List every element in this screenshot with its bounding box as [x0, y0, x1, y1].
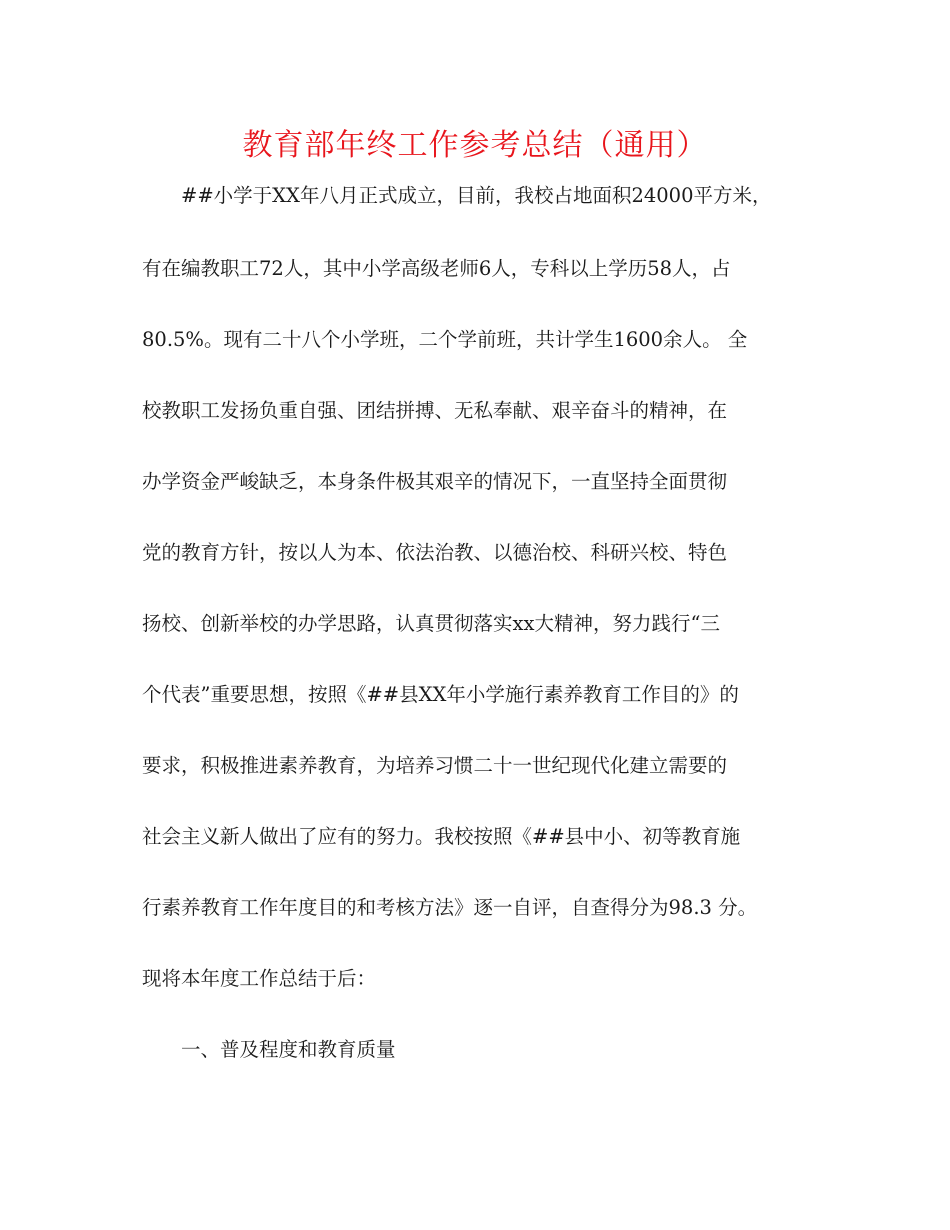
paragraph-line: 80.5%。现有二十八个小学班，二个学前班，共计学生1600余人。 全 — [142, 328, 748, 351]
paragraph-line: 校教职工发扬负重自强、团结拼搏、无私奉献、艰辛奋斗的精神，在 — [142, 399, 728, 422]
paragraph-line: 有在编教职工72人，其中小学高级老师6人，专科以上学历58人，占 — [142, 257, 731, 280]
paragraph-line: 党的教育方针，按以人为本、依法治教、以德治校、科研兴校、特色 — [142, 541, 728, 564]
section-heading: 一、普及程度和教育质量 — [142, 1038, 396, 1061]
paragraph-line: 行素养教育工作年度目的和考核方法》逐一自评，自查得分为98.3 分。 — [142, 896, 758, 919]
paragraph-line: 要求，积极推进素养教育，为培养习惯二十一世纪现代化建立需要的 — [142, 754, 728, 777]
paragraph-line: 现将本年度工作总结于后： — [142, 967, 377, 990]
paragraph-line: 扬校、创新举校的办学思路，认真贯彻落实xx大精神，努力践行“三 — [142, 612, 720, 635]
paragraph-line: 社会主义新人做出了应有的努力。我校按照《##县中小、初等教育施 — [142, 825, 741, 848]
paragraph-line: 办学资金严峻缺乏，本身条件极其艰辛的情况下，一直坚持全面贯彻 — [142, 470, 728, 493]
document-title: 教育部年终工作参考总结（通用） — [242, 128, 708, 163]
paragraph-line: ##小学于XX年八月正式成立，目前，我校占地面积24000平方米， — [142, 184, 772, 207]
paragraph-line: 个代表”重要思想，按照《##县XX年小学施行素养教育工作目的》的 — [142, 683, 739, 706]
